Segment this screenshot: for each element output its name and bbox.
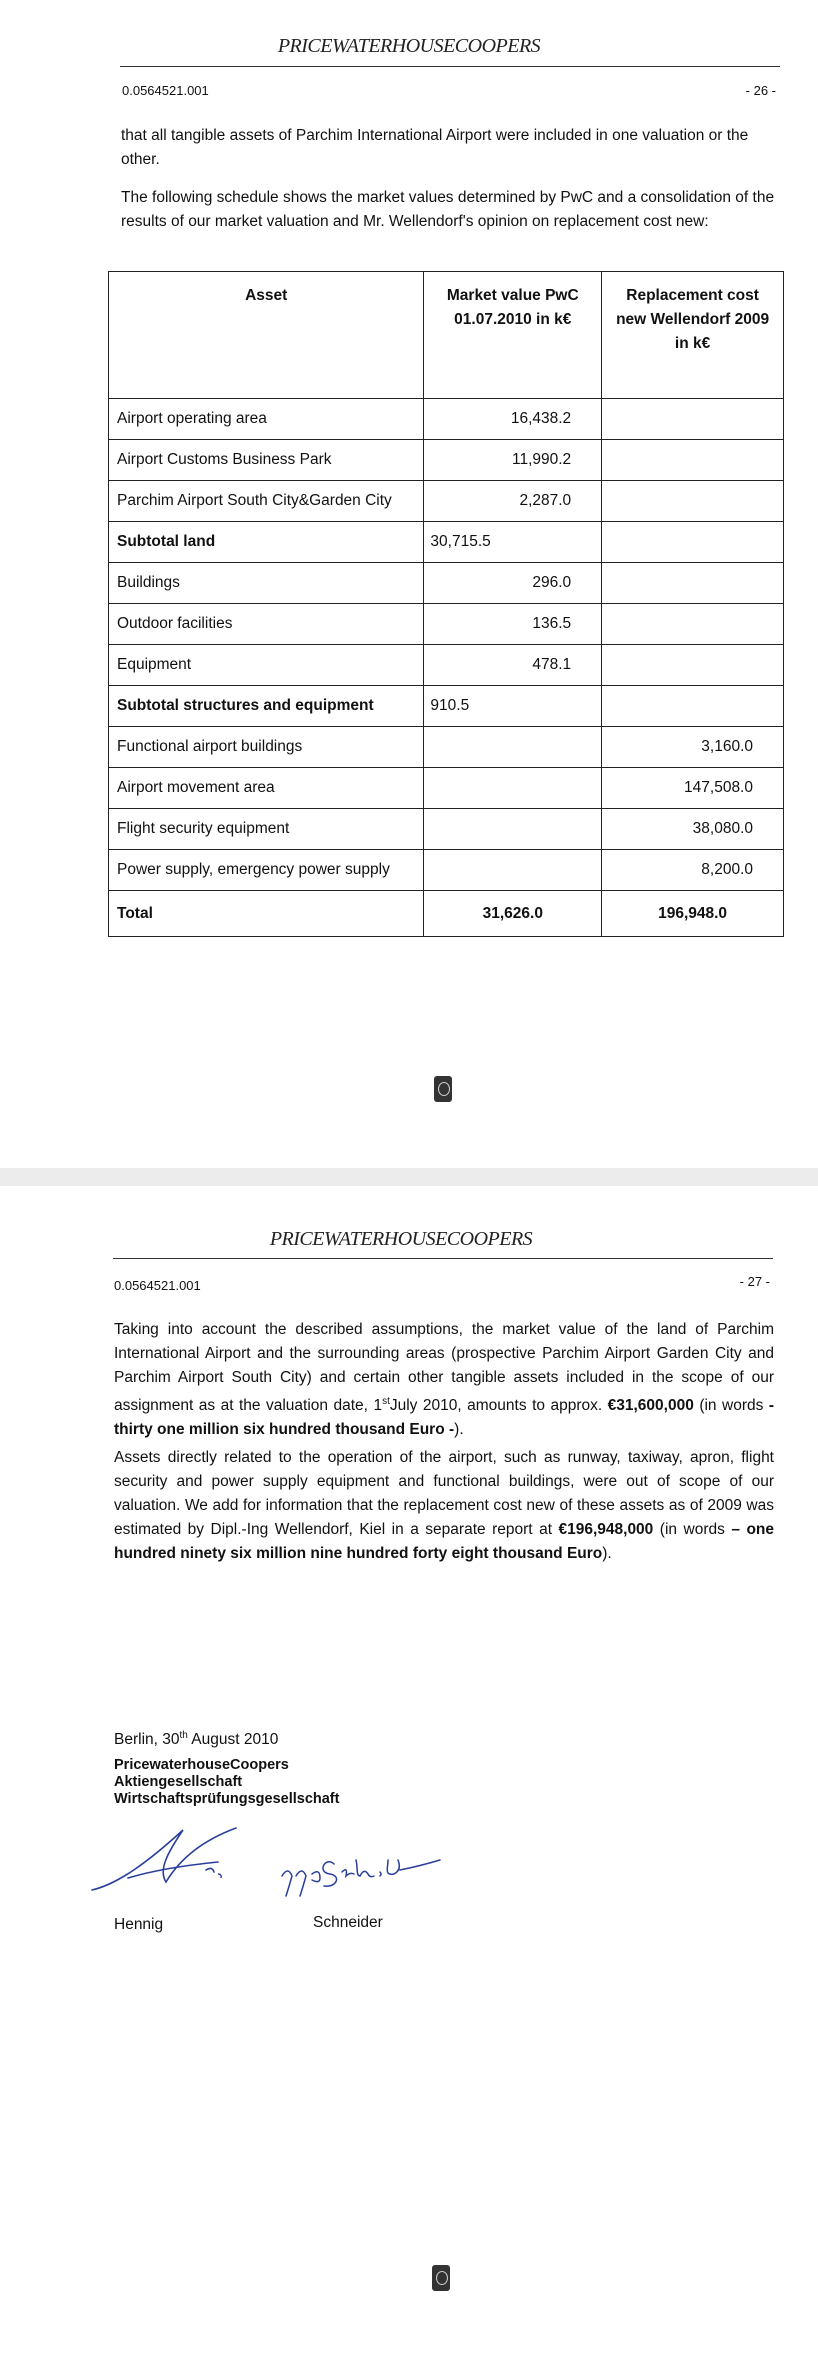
table-row bbox=[109, 522, 784, 563]
market-value-words: - thirty one million six hundred thousand Euro - bbox=[114, 1397, 774, 1439]
pwc-seal-icon bbox=[434, 1076, 452, 1102]
document-page-27 bbox=[0, 1186, 818, 2362]
header-rule bbox=[120, 66, 780, 67]
table-header-row bbox=[109, 272, 784, 399]
cell-market-value: 910.5 bbox=[424, 686, 602, 727]
para2-text: Assets directly related to the operation of the airport, such as runway, taxiway, apron, flight security and power supply equipment and functional buildings, were out of scope of our valuation. We add for information that the replacement cost new of these assets as of 2009 was estimated by Dipl.-Ing Wellendorf, Kiel in a separate report at bbox=[114, 1449, 774, 1538]
table-row bbox=[109, 727, 784, 768]
table-row bbox=[109, 850, 784, 891]
cell-market-value: 296.0 bbox=[424, 563, 602, 604]
para1-end: ). bbox=[454, 1421, 464, 1439]
cell-asset: Outdoor facilities bbox=[109, 604, 424, 645]
header-replacement-cost: Replacement cost new Wellendorf 2009 in k€ bbox=[602, 272, 784, 399]
para1-text: Taking into account the described assumptions, the market value of the land of Parchim International Airport and the surrounding areas (prospective Parchim Airport Garden City and Parchim Airport South City) and certain other tangible assets included in the scope of our assignment as at the valuation date, 1 bbox=[114, 1321, 774, 1415]
table-body bbox=[109, 399, 784, 937]
para1-text2: July 2010, amounts to approx. bbox=[389, 1397, 608, 1415]
table-row bbox=[109, 645, 784, 686]
date-text2: August 2010 bbox=[187, 1731, 279, 1749]
cell-total-replacement-cost: 196,948.0 bbox=[602, 891, 784, 937]
date-text: Berlin, 30 bbox=[114, 1731, 180, 1749]
cell-replacement-cost: 3,160.0 bbox=[602, 727, 784, 768]
page-number: - 27 - bbox=[739, 1274, 770, 1289]
cell-asset: Airport Customs Business Park bbox=[109, 440, 424, 481]
table-row bbox=[109, 768, 784, 809]
firm-line-3: Wirtschaftsprüfungsgesellschaft bbox=[114, 1791, 340, 1807]
cell-replacement-cost bbox=[602, 440, 784, 481]
valuation-schedule-table bbox=[108, 271, 784, 937]
cell-total-market-value: 31,626.0 bbox=[424, 891, 602, 937]
cell-asset: Airport operating area bbox=[109, 399, 424, 440]
table-row bbox=[109, 563, 784, 604]
cell-market-value bbox=[424, 809, 602, 850]
paragraph-schedule-intro: The following schedule shows the market values determined by PwC and a consolidation of the results of our market valuation and Mr. Wellendorf's opinion on replacement cost new: bbox=[121, 189, 775, 230]
page-number: - 26 - bbox=[745, 83, 776, 98]
cell-replacement-cost: 147,508.0 bbox=[602, 768, 784, 809]
paragraph-intro: that all tangible assets of Parchim International Airport were included in one valuation or the other. bbox=[121, 127, 749, 168]
table-row bbox=[109, 481, 784, 522]
cell-replacement-cost bbox=[602, 604, 784, 645]
place-date bbox=[114, 1724, 278, 1752]
cell-market-value: 11,990.2 bbox=[424, 440, 602, 481]
paragraph-replacement-cost bbox=[114, 1446, 774, 1566]
para1-sup: st bbox=[382, 1396, 390, 1407]
cell-asset: Subtotal structures and equipment bbox=[109, 686, 424, 727]
firm-name-block bbox=[114, 1757, 339, 1808]
table-row bbox=[109, 809, 784, 850]
cell-market-value: 478.1 bbox=[424, 645, 602, 686]
pwc-logo: PRICEWATERHOUSECOOPERS bbox=[277, 35, 541, 57]
cell-replacement-cost: 38,080.0 bbox=[602, 809, 784, 850]
replacement-cost-words: – one hundred ninety six million nine hundred forty eight thousand Euro bbox=[114, 1521, 775, 1562]
pwc-logo: PRICEWATERHOUSECOOPERS bbox=[269, 1228, 533, 1250]
signature-hennig bbox=[88, 1822, 248, 1902]
header-market-value: Market value PwC 01.07.2010 in k€ bbox=[424, 272, 602, 399]
para2-text2: (in words bbox=[653, 1521, 732, 1538]
cell-market-value bbox=[424, 727, 602, 768]
replacement-cost-amount: €196,948,000 bbox=[558, 1521, 654, 1538]
cell-replacement-cost bbox=[602, 399, 784, 440]
table-row bbox=[109, 440, 784, 481]
cell-asset: Power supply, emergency power supply bbox=[109, 850, 424, 891]
cell-asset: Functional airport buildings bbox=[109, 727, 424, 768]
cell-replacement-cost: 8,200.0 bbox=[602, 850, 784, 891]
cell-total-label: Total bbox=[109, 891, 424, 937]
signature-schneider bbox=[276, 1846, 476, 1902]
table-row bbox=[109, 604, 784, 645]
document-number: 0.0564521.001 bbox=[114, 1278, 201, 1293]
firm-line-2: Aktiengesellschaft bbox=[114, 1774, 243, 1790]
document-page-26 bbox=[0, 0, 818, 1168]
market-value-amount: €31,600,000 bbox=[607, 1397, 694, 1415]
cell-replacement-cost bbox=[602, 645, 784, 686]
cell-market-value bbox=[424, 850, 602, 891]
cell-market-value: 136.5 bbox=[424, 604, 602, 645]
cell-asset: Subtotal land bbox=[109, 522, 424, 563]
para1-text3: (in words bbox=[693, 1397, 769, 1415]
table-row bbox=[109, 399, 784, 440]
date-sup: th bbox=[179, 1730, 188, 1741]
table-row bbox=[109, 686, 784, 727]
cell-market-value bbox=[424, 768, 602, 809]
header-asset: Asset bbox=[109, 272, 424, 399]
table-total-row bbox=[109, 891, 784, 937]
pwc-seal-icon bbox=[432, 2265, 450, 2291]
document-number: 0.0564521.001 bbox=[122, 83, 209, 98]
cell-asset: Parchim Airport South City&Garden City bbox=[109, 481, 424, 522]
header-rule bbox=[113, 1258, 773, 1259]
cell-market-value: 30,715.5 bbox=[424, 522, 602, 563]
signer-schneider: Schneider bbox=[313, 1914, 383, 1931]
cell-asset: Flight security equipment bbox=[109, 809, 424, 850]
para2-end: ). bbox=[602, 1545, 612, 1562]
cell-replacement-cost bbox=[602, 522, 784, 563]
cell-market-value: 2,287.0 bbox=[424, 481, 602, 522]
cell-replacement-cost bbox=[602, 563, 784, 604]
cell-market-value: 16,438.2 bbox=[424, 399, 602, 440]
cell-asset: Buildings bbox=[109, 563, 424, 604]
signer-hennig: Hennig bbox=[114, 1916, 164, 1933]
cell-replacement-cost bbox=[602, 481, 784, 522]
cell-asset: Airport movement area bbox=[109, 768, 424, 809]
cell-asset: Equipment bbox=[109, 645, 424, 686]
cell-replacement-cost bbox=[602, 686, 784, 727]
paragraph-market-value bbox=[114, 1318, 774, 1442]
firm-line-1: PricewaterhouseCoopers bbox=[114, 1757, 289, 1773]
